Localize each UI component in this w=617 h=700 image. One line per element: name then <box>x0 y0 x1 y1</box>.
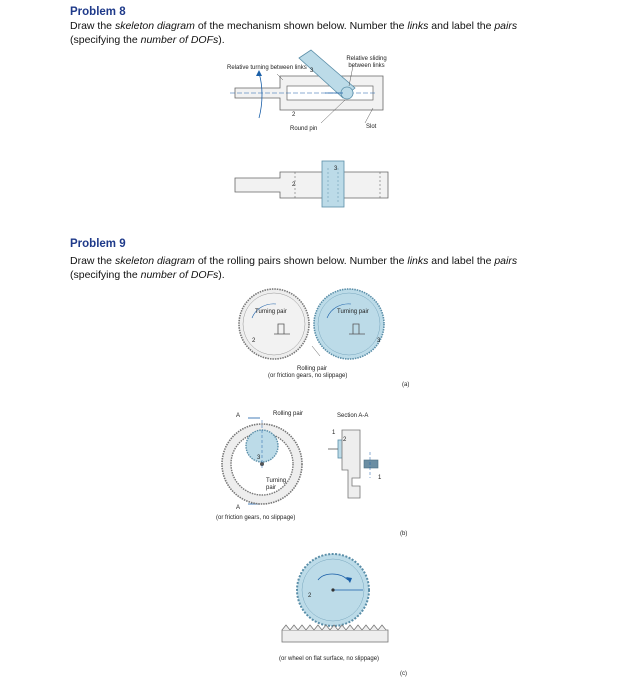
leader-rolling <box>312 346 320 356</box>
gear-rack-figure-c <box>280 550 390 650</box>
rolling-note-b: (or friction gears, no slippage) <box>216 515 296 521</box>
section-shaft <box>364 460 378 468</box>
figure-c-label: (c) <box>400 671 407 677</box>
internal-link-3-number: 3 <box>257 455 261 461</box>
section-mark-bottom: A <box>236 505 241 511</box>
turning-pair-right-label: Turning pair <box>337 309 369 315</box>
turning-pair-left-label: Turning pair <box>255 309 287 315</box>
link-2-number: 2 <box>292 112 296 118</box>
figure-b-label: (b) <box>400 531 408 537</box>
rolling-pair-label-b: Rolling pair <box>273 411 304 417</box>
internal-gears-figure-b <box>214 408 404 508</box>
relative-sliding-label: Relative sliding between links <box>346 56 387 69</box>
top-view-link-2-number: 2 <box>292 182 296 188</box>
problem-9-instructions: Draw the skeleton diagram of the rolling pairs shown below. Number the links and label the pairs (specifying the number of DOFs). <box>70 255 518 281</box>
section-link-1-number: 1 <box>332 430 336 436</box>
top-view-link-3 <box>322 161 344 207</box>
problem-8-heading: Problem 8 <box>70 6 126 18</box>
link-3-number: 3 <box>310 68 314 74</box>
friction-gears-figure-a <box>232 288 397 368</box>
slot-label: Slot <box>366 124 377 130</box>
section-aa-label: Section A-A <box>337 413 369 419</box>
turning-pair-label-b: Turning pair <box>266 478 287 491</box>
top-view-link-2 <box>235 172 388 198</box>
gear-2-inner <box>243 293 305 355</box>
rolling-pair-label-a: Rolling pair <box>297 366 328 372</box>
rolling-note-c: (or wheel on flat surface, no slippage) <box>279 656 380 662</box>
gear-3-number: 3 <box>377 338 381 344</box>
shaft-link-1-number: 1 <box>378 475 382 481</box>
section-link-2-number: 2 <box>343 437 347 443</box>
problem-8-instructions: Draw the skeleton diagram of the mechanism shown below. Number the links and label the pairs (specifying the number of DOFs). <box>70 20 518 46</box>
problem-9-heading: Problem 9 <box>70 238 126 250</box>
rolling-note-a: (or friction gears, no slippage) <box>268 373 348 379</box>
pin-slot-top-view-figure <box>230 158 395 208</box>
rack-teeth <box>282 625 386 630</box>
gear-2-number: 2 <box>252 338 256 344</box>
top-view-link-3-number: 3 <box>334 166 338 172</box>
round-pin-label: Round pin <box>290 126 318 132</box>
relative-turning-label: Relative turning between links <box>227 65 307 71</box>
flat-surface-rack <box>282 630 388 642</box>
section-mark-top: A <box>236 413 241 419</box>
gear-c-center <box>331 588 334 591</box>
figure-a-label: (a) <box>402 382 410 388</box>
gear-c-link-2-number: 2 <box>308 593 312 599</box>
gear-3-inner <box>318 293 380 355</box>
